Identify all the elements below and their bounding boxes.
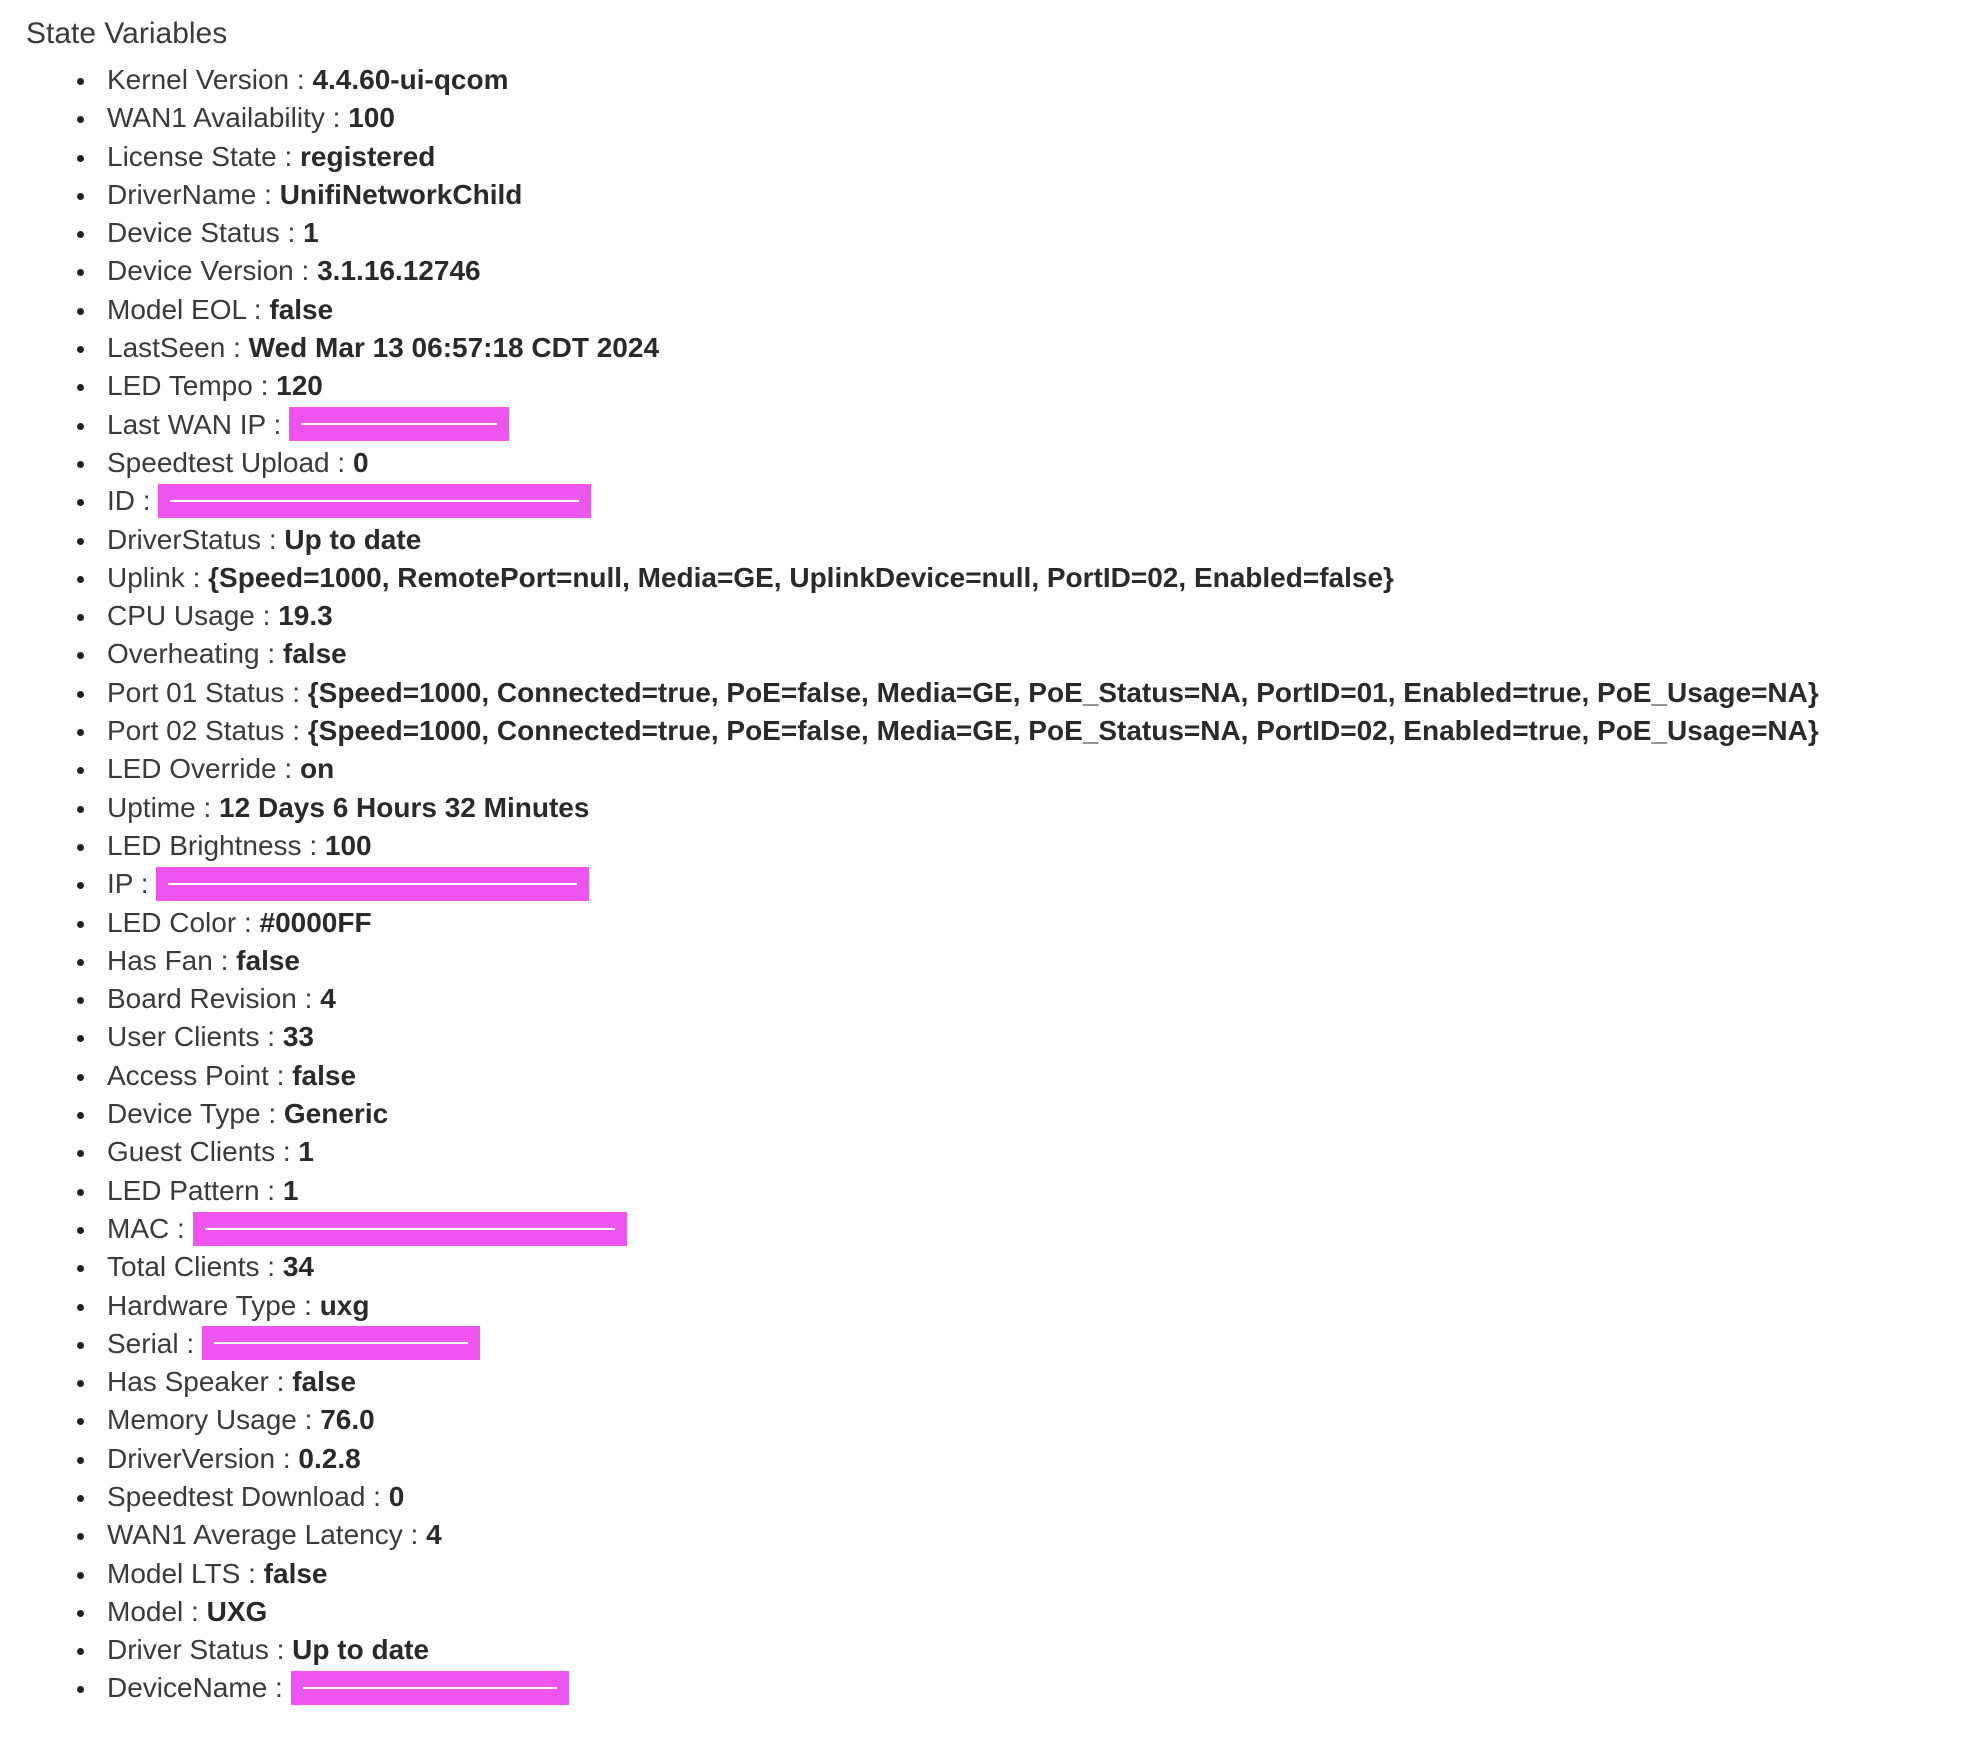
state-variable-item [26,789,1956,827]
state-variable-label: DeviceName [107,1672,268,1704]
state-variable-value: 0.2.8 [298,1442,361,1474]
state-variable-item [26,750,1956,788]
state-variable-item [26,1593,1956,1631]
label-separator: : [259,638,283,670]
state-variable-value: false [292,1059,357,1091]
redacted-value-block [158,484,591,518]
state-variable-item [26,712,1956,750]
state-variable-value: false [292,1366,357,1398]
state-variable-item [26,942,1956,980]
state-variable-item [26,1440,1956,1478]
state-variable-value: 0 [388,1480,405,1512]
section-title: State Variables [26,17,228,50]
state-variable-item [26,444,1956,482]
state-variable-label: Has Fan [107,944,213,976]
state-variable-label: License State [107,140,277,172]
state-variable-item [26,176,1956,214]
state-variable-value: #0000FF [259,906,372,938]
state-variable-value: 4 [426,1519,442,1551]
state-variable-label: LED Override [107,753,277,785]
state-variable-label: LED Pattern [107,1174,260,1206]
state-variable-item [26,482,1956,520]
label-separator: : [252,370,277,402]
state-variable-item [26,291,1956,329]
state-variable-label: DriverVersion [107,1442,276,1474]
state-variable-item [26,1669,1956,1707]
state-variable-item [26,1325,1956,1363]
state-variable-item [26,980,1956,1018]
state-variable-value: 4 [320,983,336,1015]
state-variable-value: Up to date [284,523,422,555]
label-separator: : [260,1098,284,1130]
label-separator: : [279,217,304,249]
state-variable-item [26,904,1956,942]
state-variable-value: registered [300,140,436,172]
state-variable-value: 1 [282,1174,299,1206]
label-separator: : [402,1519,427,1551]
state-variable-item [26,597,1956,635]
state-variable-item [26,1631,1956,1669]
state-variable-label: Model LTS [107,1557,241,1589]
label-separator: : [296,983,321,1015]
state-variable-label: Guest Clients [107,1136,276,1168]
state-variable-value: {Speed=1000, RemotePort=null, Media=GE, UplinkDevice=null, PortID=02, Enabled=false} [208,561,1394,593]
redacted-value-block [289,407,509,441]
state-variable-item [26,1516,1956,1554]
state-variable-value: false [269,293,334,325]
state-variable-label: LED Tempo [107,370,253,402]
label-separator: : [296,1404,321,1436]
state-variable-item [26,827,1956,865]
state-variable-item [26,1172,1956,1210]
label-separator: : [296,1289,320,1321]
state-variable-item [26,559,1956,597]
state-variable-label: WAN1 Average Latency [107,1519,403,1551]
state-variable-value: 120 [276,370,323,402]
label-separator: : [276,753,300,785]
state-variable-value: uxg [319,1289,370,1321]
label-separator: : [254,600,279,632]
state-variable-value: {Speed=1000, Connected=true, PoE=false, Media=GE, PoE_Status=NA, PortID=01, Enabled=true, PoE_Usage=NA} [307,676,1819,708]
state-variable-value: 12 Days 6 Hours 32 Minutes [219,791,590,823]
state-variable-value: false [236,944,300,976]
state-variable-label: Driver Status [107,1634,269,1666]
state-variable-item [26,61,1956,99]
redacted-value-block [202,1326,480,1360]
state-variable-item [26,406,1956,444]
state-variable-label: ID [107,485,135,517]
state-variable-value: 33 [282,1021,314,1053]
state-variable-item [26,1363,1956,1401]
state-variable-value: UXG [206,1595,268,1627]
state-variable-value: 1 [303,217,319,249]
state-variable-label: Port 01 Status [107,676,285,708]
state-variable-label: Board Revision [107,983,297,1015]
state-variable-value: 3.1.16.12746 [317,255,481,287]
redacted-value-block [193,1212,627,1246]
state-variable-value: 100 [324,829,372,861]
state-variable-item [26,865,1956,903]
state-variable-label: LastSeen [107,332,226,364]
state-variable-item [26,99,1956,137]
label-separator: : [284,715,308,747]
state-variable-item [26,1057,1956,1095]
label-separator: : [259,1174,283,1206]
state-variables-list [26,61,1956,1708]
state-variable-item [26,1401,1956,1439]
state-variable-value: 100 [348,102,395,134]
state-variable-label: Uplink [107,561,185,593]
state-variable-item [26,252,1956,290]
state-variable-label: MAC [107,1212,170,1244]
redacted-value-block [291,1671,569,1705]
state-variable-item [26,674,1956,712]
label-separator: : [246,293,270,325]
state-variable-value: UnifiNetworkChild [279,178,523,210]
state-variable-label: IP [107,868,133,900]
label-separator: : [259,1021,283,1053]
label-separator: : [324,102,349,134]
label-separator: : [135,485,159,517]
label-separator: : [268,1366,293,1398]
state-variable-item [26,329,1956,367]
label-separator: : [267,1672,291,1704]
state-variable-label: Model EOL [107,293,247,325]
state-variable-label: Has Speaker [107,1366,269,1398]
state-variable-label: Device Type [107,1098,261,1130]
state-variable-label: Speedtest Download [107,1480,366,1512]
label-separator: : [184,561,209,593]
state-variable-item [26,1248,1956,1286]
state-variable-label: Overheating [107,638,260,670]
state-variable-label: Speedtest Upload [107,446,330,478]
state-variable-value: false [282,638,347,670]
state-variable-item [26,1555,1956,1593]
state-variable-label: Port 02 Status [107,715,285,747]
label-separator: : [240,1557,264,1589]
state-variable-label: Uptime [107,791,196,823]
label-separator: : [256,178,280,210]
label-separator: : [195,791,220,823]
state-variable-label: Last WAN IP [107,408,266,440]
state-variable-value: on [299,753,335,785]
label-separator: : [236,906,260,938]
redacted-value-block [156,867,589,901]
label-separator: : [132,868,157,900]
state-variable-label: Hardware Type [107,1289,297,1321]
state-variable-label: Device Status [107,217,280,249]
state-variable-label: Access Point [107,1059,269,1091]
state-variable-item [26,1287,1956,1325]
label-separator: : [284,676,308,708]
state-variable-value: 34 [282,1251,315,1283]
state-variable-item [26,1478,1956,1516]
label-separator: : [212,944,237,976]
state-variables-panel [26,16,1956,1708]
state-variable-label: User Clients [107,1021,260,1053]
state-variable-label: DriverStatus [107,523,262,555]
state-variable-value: Up to date [292,1634,430,1666]
label-separator: : [301,829,325,861]
label-separator: : [329,446,353,478]
state-variable-value: 76.0 [320,1404,375,1436]
state-variable-value: Generic [283,1098,389,1130]
state-variable-value: false [263,1557,328,1589]
label-separator: : [293,255,318,287]
state-variable-label: DriverName [107,178,257,210]
label-separator: : [275,1136,299,1168]
label-separator: : [183,1595,207,1627]
state-variable-value: 19.3 [278,600,333,632]
label-separator: : [225,332,249,364]
state-variable-label: Memory Usage [107,1404,297,1436]
state-variable-item [26,1210,1956,1248]
state-variable-label: Model [107,1595,184,1627]
label-separator: : [169,1212,193,1244]
state-variable-label: Serial [107,1327,179,1359]
state-variable-label: CPU Usage [107,600,255,632]
label-separator: : [276,140,301,172]
state-variable-value: {Speed=1000, Connected=true, PoE=false, Media=GE, PoE_Status=NA, PortID=02, Enabled=true, PoE_Usage=NA} [307,715,1819,747]
state-variable-value: 4.4.60-ui-qcom [312,64,509,95]
state-variable-item [26,521,1956,559]
label-separator: : [268,1059,293,1091]
state-variable-item [26,635,1956,673]
state-variable-item [26,138,1956,176]
state-variable-label: WAN1 Availability [107,102,325,134]
state-variable-value: 1 [298,1136,314,1168]
state-variable-label: LED Brightness [107,829,302,861]
label-separator: : [259,1251,283,1283]
label-separator: : [178,1327,202,1359]
state-variable-item [26,1095,1956,1133]
state-variable-item [26,367,1956,405]
label-separator: : [289,64,313,95]
state-variable-label: Device Version [107,255,294,287]
state-variable-value: Wed Mar 13 06:57:18 CDT 2024 [248,332,660,364]
state-variable-label: Kernel Version [107,64,290,95]
state-variable-item [26,214,1956,252]
label-separator: : [265,408,290,440]
state-variable-item [26,1133,1956,1171]
state-variable-label: Total Clients [107,1251,260,1283]
label-separator: : [365,1480,389,1512]
state-variable-item [26,1018,1956,1056]
label-separator: : [261,523,285,555]
label-separator: : [275,1442,299,1474]
label-separator: : [268,1634,293,1666]
state-variable-value: 0 [352,446,369,478]
state-variable-label: LED Color [107,906,237,938]
